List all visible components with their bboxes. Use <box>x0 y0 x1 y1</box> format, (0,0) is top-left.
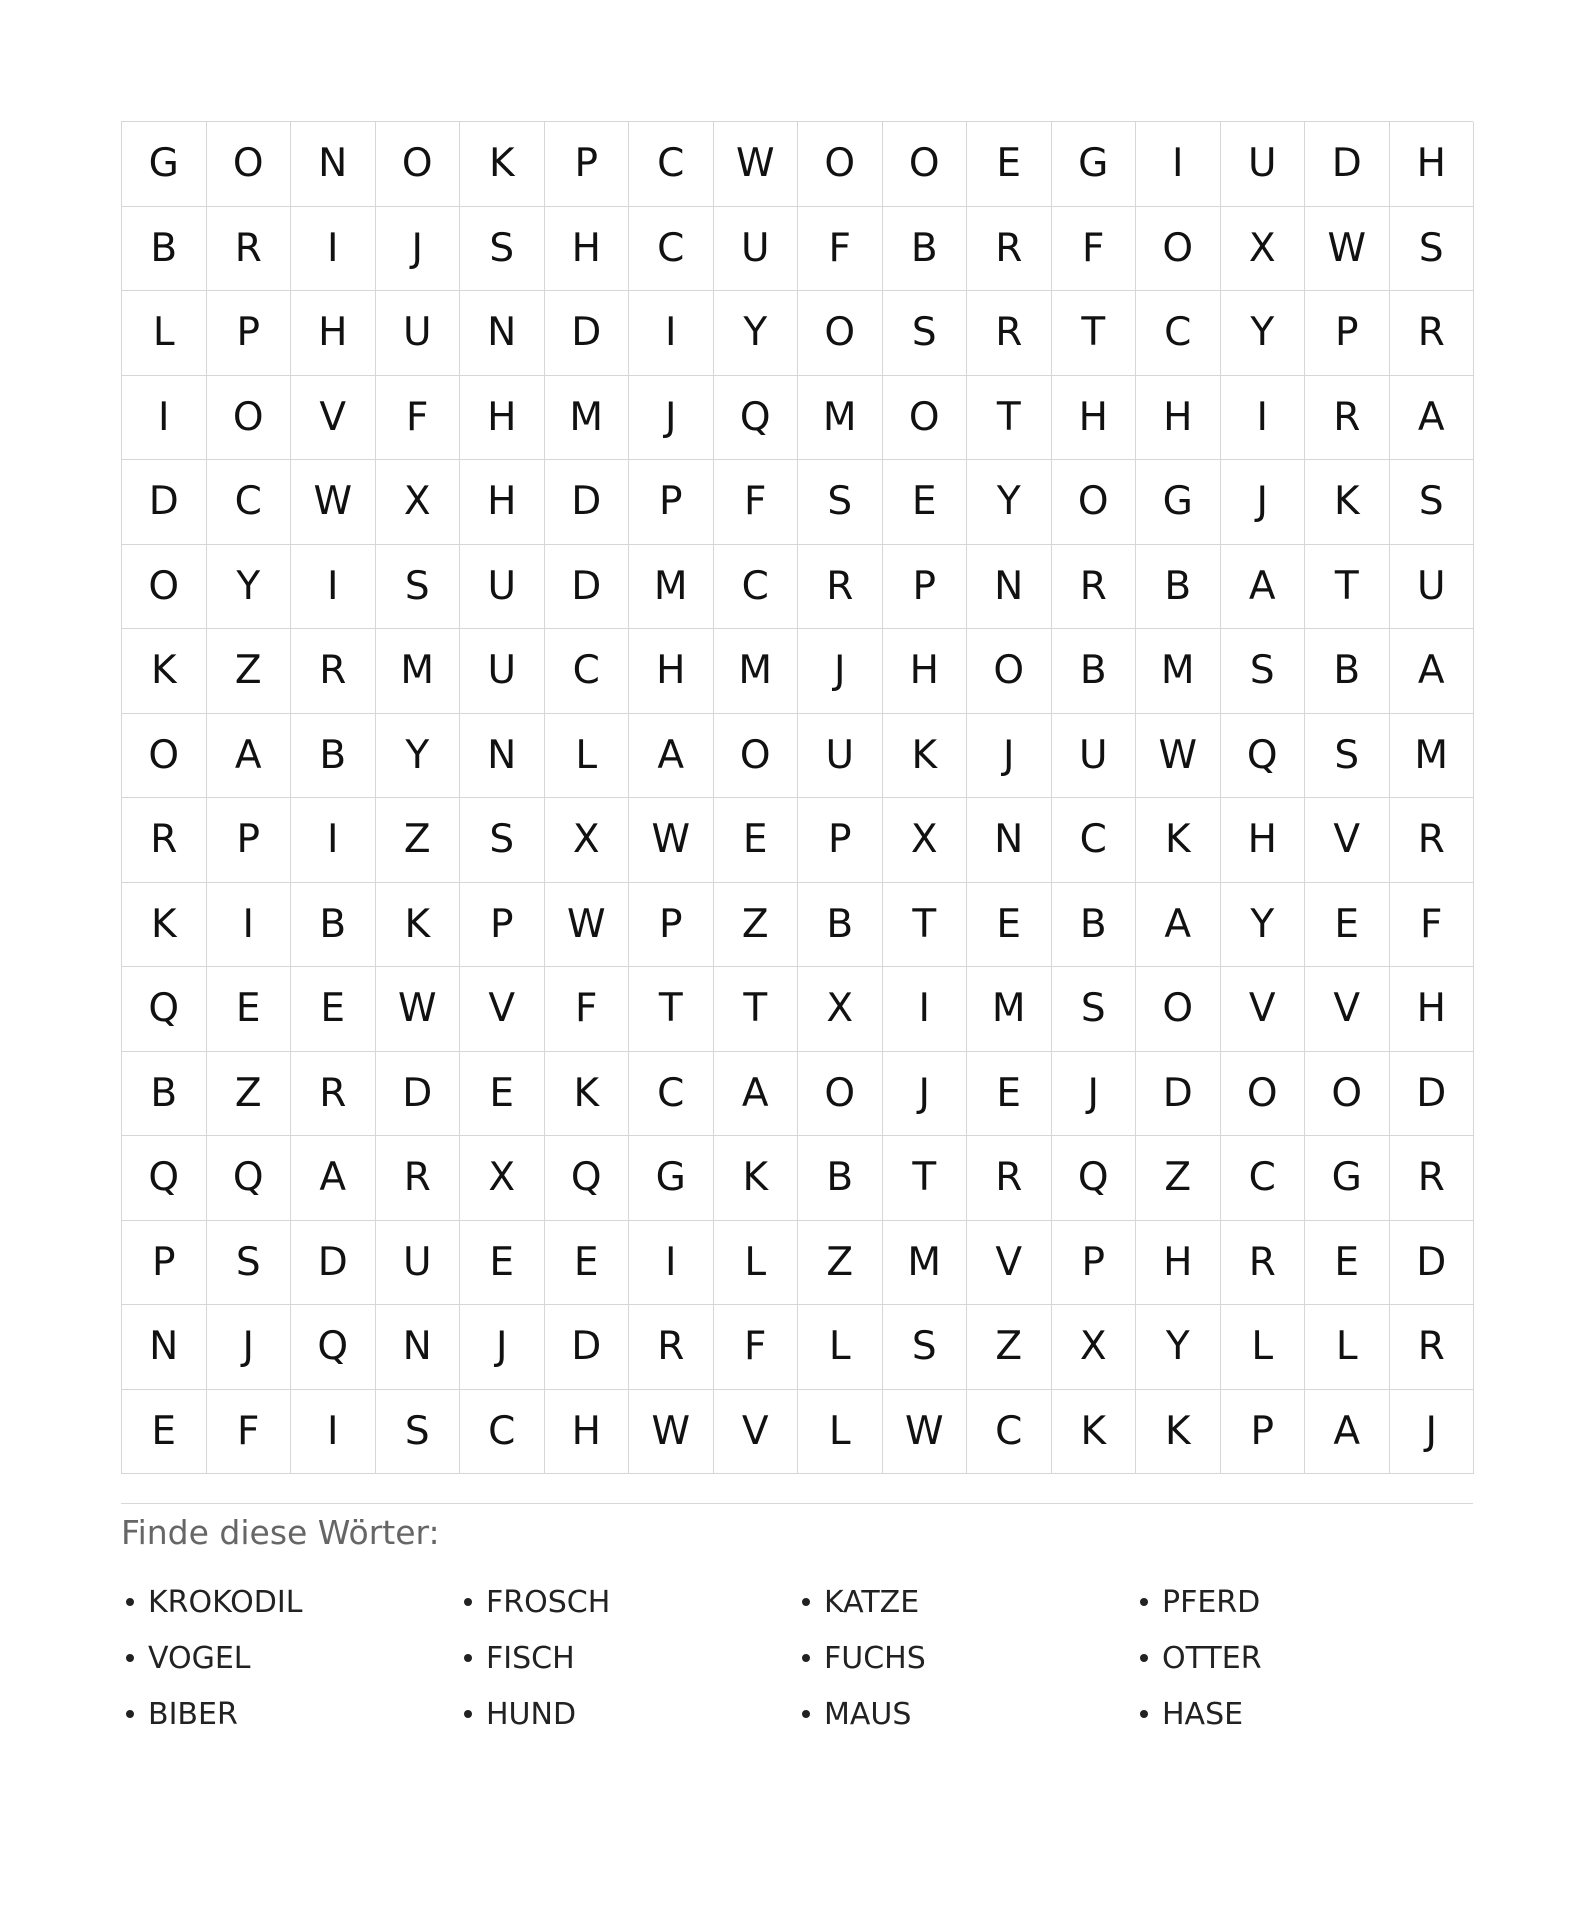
grid-cell[interactable]: G <box>1305 1136 1390 1221</box>
grid-cell[interactable]: R <box>629 1305 714 1390</box>
grid-cell[interactable]: D <box>1136 1052 1221 1137</box>
grid-cell[interactable]: E <box>714 798 799 883</box>
word-list-item <box>459 1574 797 1630</box>
word-list-item <box>121 1574 459 1630</box>
grid-cell[interactable]: I <box>122 376 207 461</box>
grid-cell[interactable]: D <box>376 1052 461 1137</box>
grid-cell[interactable]: U <box>798 714 883 799</box>
grid-cell[interactable]: H <box>1390 122 1475 207</box>
grid-cell[interactable]: H <box>1390 967 1475 1052</box>
grid-cell[interactable]: K <box>1052 1390 1137 1475</box>
bullet-icon <box>1140 1598 1148 1606</box>
grid-cell[interactable]: I <box>291 545 376 630</box>
word-search-puzzle <box>121 121 1473 1742</box>
grid-cell[interactable]: M <box>376 629 461 714</box>
grid-cell[interactable]: N <box>967 545 1052 630</box>
word-list-item <box>459 1630 797 1686</box>
grid-cell[interactable]: C <box>1052 798 1137 883</box>
grid-cell[interactable]: X <box>883 798 968 883</box>
grid-cell[interactable]: S <box>460 207 545 292</box>
word-list-item <box>459 1686 797 1742</box>
word-label: KATZE <box>824 1584 920 1620</box>
grid-cell[interactable]: B <box>1052 629 1137 714</box>
grid-cell[interactable]: B <box>883 207 968 292</box>
grid-cell[interactable]: J <box>1390 1390 1475 1475</box>
grid-cell[interactable]: B <box>798 883 883 968</box>
word-label: FISCH <box>486 1640 575 1676</box>
word-list-item <box>121 1686 459 1742</box>
grid-cell[interactable]: R <box>967 1136 1052 1221</box>
word-label: FUCHS <box>824 1640 926 1676</box>
grid-cell[interactable]: T <box>629 967 714 1052</box>
grid-cell[interactable]: P <box>629 883 714 968</box>
grid-cell[interactable]: E <box>460 1221 545 1306</box>
grid-cell[interactable]: V <box>967 1221 1052 1306</box>
grid-cell[interactable]: K <box>122 629 207 714</box>
grid-cell[interactable]: J <box>629 376 714 461</box>
grid-cell[interactable]: C <box>967 1390 1052 1475</box>
grid-cell[interactable]: B <box>291 883 376 968</box>
grid-cell[interactable]: Q <box>1052 1136 1137 1221</box>
grid-cell[interactable]: I <box>629 291 714 376</box>
grid-cell[interactable]: U <box>1221 122 1306 207</box>
grid-cell[interactable]: T <box>883 1136 968 1221</box>
grid-cell[interactable]: X <box>460 1136 545 1221</box>
grid-cell[interactable]: O <box>798 291 883 376</box>
grid-cell[interactable]: O <box>798 1052 883 1137</box>
grid-cell[interactable]: R <box>967 207 1052 292</box>
grid-cell[interactable]: G <box>629 1136 714 1221</box>
grid-cell[interactable]: K <box>376 883 461 968</box>
grid-cell[interactable]: R <box>798 545 883 630</box>
grid-cell[interactable]: R <box>291 1052 376 1137</box>
grid-cell[interactable]: D <box>291 1221 376 1306</box>
grid-cell[interactable]: F <box>714 1305 799 1390</box>
grid-cell[interactable]: A <box>714 1052 799 1137</box>
word-label: HUND <box>486 1696 577 1732</box>
grid-cell[interactable]: Q <box>1221 714 1306 799</box>
grid-cell[interactable]: Z <box>376 798 461 883</box>
grid-cell[interactable]: R <box>207 207 292 292</box>
grid-cell[interactable]: O <box>714 714 799 799</box>
grid-cell[interactable]: F <box>207 1390 292 1475</box>
grid-cell[interactable]: O <box>207 122 292 207</box>
grid-cell[interactable]: V <box>1305 967 1390 1052</box>
grid-cell[interactable]: O <box>1305 1052 1390 1137</box>
grid-cell[interactable]: W <box>714 122 799 207</box>
grid-cell[interactable]: H <box>460 460 545 545</box>
grid-cell[interactable]: U <box>460 629 545 714</box>
word-list-prompt: Finde diese Wörter: <box>121 1513 440 1552</box>
grid-cell[interactable]: P <box>207 291 292 376</box>
grid-cell[interactable]: L <box>1221 1305 1306 1390</box>
word-list-item <box>1135 1630 1473 1686</box>
grid-cell[interactable]: M <box>967 967 1052 1052</box>
grid-cell[interactable]: D <box>122 460 207 545</box>
grid-cell[interactable]: O <box>1136 207 1221 292</box>
grid-cell[interactable]: Y <box>1221 291 1306 376</box>
grid-cell[interactable]: E <box>1305 1221 1390 1306</box>
grid-cell[interactable]: W <box>1305 207 1390 292</box>
grid-cell[interactable]: R <box>967 291 1052 376</box>
word-label: KROKODIL <box>148 1584 303 1620</box>
word-label: FROSCH <box>486 1584 611 1620</box>
grid-cell[interactable]: B <box>1052 883 1137 968</box>
grid-cell[interactable]: K <box>1305 460 1390 545</box>
grid-cell[interactable]: I <box>291 207 376 292</box>
grid-cell[interactable]: W <box>1136 714 1221 799</box>
grid-cell[interactable]: N <box>460 714 545 799</box>
grid-cell[interactable]: C <box>1136 291 1221 376</box>
word-list-item <box>1135 1686 1473 1742</box>
word-list-item <box>797 1630 1135 1686</box>
grid-cell[interactable]: C <box>629 122 714 207</box>
grid-cell[interactable]: W <box>883 1390 968 1475</box>
grid-cell[interactable]: T <box>967 376 1052 461</box>
grid-cell[interactable]: C <box>629 1052 714 1137</box>
grid-cell[interactable]: E <box>883 460 968 545</box>
grid-cell[interactable]: Y <box>1136 1305 1221 1390</box>
grid-cell[interactable]: S <box>1221 629 1306 714</box>
grid-cell[interactable]: H <box>545 1390 630 1475</box>
grid-cell[interactable]: I <box>1136 122 1221 207</box>
grid-cell[interactable]: Y <box>1221 883 1306 968</box>
grid-cell[interactable]: I <box>291 798 376 883</box>
grid-cell[interactable]: I <box>291 1390 376 1475</box>
grid-cell[interactable]: R <box>1390 798 1475 883</box>
grid-cell[interactable]: Q <box>291 1305 376 1390</box>
grid-cell[interactable]: L <box>545 714 630 799</box>
grid-cell[interactable]: C <box>629 207 714 292</box>
grid-cell[interactable]: L <box>714 1221 799 1306</box>
grid-cell[interactable]: O <box>1052 460 1137 545</box>
grid-cell[interactable]: N <box>122 1305 207 1390</box>
grid-cell[interactable]: H <box>460 376 545 461</box>
grid-cell[interactable]: L <box>122 291 207 376</box>
grid-cell[interactable]: S <box>376 1390 461 1475</box>
divider <box>121 1503 1473 1504</box>
grid-cell[interactable]: K <box>883 714 968 799</box>
word-label: PFERD <box>1162 1584 1261 1620</box>
grid-cell[interactable]: I <box>1221 376 1306 461</box>
word-list-item <box>797 1686 1135 1742</box>
grid-cell[interactable]: Z <box>207 629 292 714</box>
grid-cell[interactable]: E <box>967 1052 1052 1137</box>
grid-cell[interactable]: A <box>629 714 714 799</box>
grid-cell[interactable]: S <box>207 1221 292 1306</box>
grid-cell[interactable]: J <box>798 629 883 714</box>
grid-cell[interactable]: X <box>1052 1305 1137 1390</box>
grid-cell[interactable]: O <box>1136 967 1221 1052</box>
grid-cell[interactable]: J <box>460 1305 545 1390</box>
grid-cell[interactable]: R <box>1390 1305 1475 1390</box>
grid-cell[interactable]: T <box>714 967 799 1052</box>
grid-cell[interactable]: E <box>122 1390 207 1475</box>
grid-cell[interactable]: U <box>376 291 461 376</box>
grid-cell[interactable]: R <box>1305 376 1390 461</box>
bullet-icon <box>126 1598 134 1606</box>
grid-cell[interactable]: U <box>1390 545 1475 630</box>
grid-cell[interactable]: N <box>460 291 545 376</box>
grid-cell[interactable]: M <box>545 376 630 461</box>
grid-cell[interactable]: U <box>376 1221 461 1306</box>
grid-cell[interactable]: X <box>545 798 630 883</box>
grid-cell[interactable]: P <box>545 122 630 207</box>
grid-cell[interactable]: H <box>1052 376 1137 461</box>
grid-cell[interactable]: E <box>545 1221 630 1306</box>
grid-cell[interactable]: B <box>122 207 207 292</box>
grid-cell[interactable]: H <box>629 629 714 714</box>
grid-cell[interactable]: S <box>883 291 968 376</box>
grid-cell[interactable]: Z <box>207 1052 292 1137</box>
word-label: VOGEL <box>148 1640 251 1676</box>
grid-cell[interactable]: D <box>545 1305 630 1390</box>
grid-cell[interactable]: N <box>967 798 1052 883</box>
bullet-icon <box>802 1654 810 1662</box>
grid-cell[interactable]: I <box>883 967 968 1052</box>
grid-cell[interactable]: X <box>1221 207 1306 292</box>
grid-cell[interactable]: W <box>629 798 714 883</box>
grid-cell[interactable]: M <box>1390 714 1475 799</box>
grid-cell[interactable]: O <box>883 122 968 207</box>
grid-cell[interactable]: S <box>1390 460 1475 545</box>
grid-cell[interactable]: O <box>207 376 292 461</box>
grid-cell[interactable]: S <box>1390 207 1475 292</box>
grid-cell[interactable]: D <box>545 460 630 545</box>
grid-cell[interactable]: U <box>714 207 799 292</box>
word-label: HASE <box>1162 1696 1244 1732</box>
grid-cell[interactable]: H <box>1221 798 1306 883</box>
grid-cell[interactable]: J <box>207 1305 292 1390</box>
grid-cell[interactable]: O <box>798 122 883 207</box>
grid-cell[interactable]: S <box>798 460 883 545</box>
word-label: OTTER <box>1162 1640 1262 1676</box>
grid-cell[interactable]: V <box>714 1390 799 1475</box>
grid-cell[interactable]: U <box>460 545 545 630</box>
grid-cell[interactable]: S <box>460 798 545 883</box>
grid-cell[interactable]: C <box>207 460 292 545</box>
grid-cell[interactable]: B <box>122 1052 207 1137</box>
grid-cell[interactable]: F <box>714 460 799 545</box>
grid-cell[interactable]: P <box>629 460 714 545</box>
grid-cell[interactable]: R <box>122 798 207 883</box>
bullet-icon <box>464 1654 472 1662</box>
grid-cell[interactable]: J <box>967 714 1052 799</box>
grid-cell[interactable]: B <box>1305 629 1390 714</box>
grid-cell[interactable]: O <box>967 629 1052 714</box>
grid-cell[interactable]: V <box>1305 798 1390 883</box>
grid-cell[interactable]: E <box>207 967 292 1052</box>
word-list-item <box>1135 1574 1473 1630</box>
grid-cell[interactable]: F <box>545 967 630 1052</box>
grid-cell[interactable]: D <box>545 545 630 630</box>
grid-cell[interactable]: H <box>883 629 968 714</box>
grid-cell[interactable]: N <box>291 122 376 207</box>
grid-cell[interactable]: R <box>1390 1136 1475 1221</box>
grid-cell[interactable]: N <box>376 1305 461 1390</box>
grid-cell[interactable]: L <box>798 1390 883 1475</box>
grid-cell[interactable]: E <box>460 1052 545 1137</box>
grid-cell[interactable]: O <box>122 545 207 630</box>
grid-cell[interactable]: Q <box>122 967 207 1052</box>
grid-cell[interactable]: K <box>545 1052 630 1137</box>
grid-cell[interactable]: H <box>1136 376 1221 461</box>
grid-cell[interactable]: Q <box>207 1136 292 1221</box>
grid-cell[interactable]: Z <box>714 883 799 968</box>
grid-cell[interactable]: S <box>1305 714 1390 799</box>
grid-cell[interactable]: K <box>1136 1390 1221 1475</box>
grid-cell[interactable]: C <box>1221 1136 1306 1221</box>
grid-cell[interactable]: T <box>1052 291 1137 376</box>
grid-cell[interactable]: S <box>883 1305 968 1390</box>
grid-cell[interactable]: P <box>798 798 883 883</box>
bullet-icon <box>464 1710 472 1718</box>
grid-cell[interactable]: K <box>1136 798 1221 883</box>
bullet-icon <box>464 1598 472 1606</box>
grid-cell[interactable]: D <box>545 291 630 376</box>
grid-cell[interactable]: X <box>376 460 461 545</box>
grid-cell[interactable]: C <box>714 545 799 630</box>
grid-cell[interactable]: B <box>798 1136 883 1221</box>
grid-cell[interactable]: O <box>122 714 207 799</box>
grid-cell[interactable]: P <box>883 545 968 630</box>
bullet-icon <box>126 1710 134 1718</box>
grid-cell[interactable]: Y <box>967 460 1052 545</box>
grid-cell[interactable]: A <box>207 714 292 799</box>
grid-cell[interactable]: T <box>1305 545 1390 630</box>
word-label: MAUS <box>824 1696 912 1732</box>
word-list-item <box>797 1574 1135 1630</box>
grid-cell[interactable]: M <box>714 629 799 714</box>
grid-cell[interactable]: R <box>1390 291 1475 376</box>
grid-cell[interactable]: M <box>629 545 714 630</box>
bullet-icon <box>126 1654 134 1662</box>
grid-cell[interactable]: Y <box>376 714 461 799</box>
grid-cell[interactable]: P <box>207 798 292 883</box>
grid-cell[interactable]: P <box>1221 1390 1306 1475</box>
grid-cell[interactable]: Q <box>545 1136 630 1221</box>
grid-cell[interactable]: O <box>883 376 968 461</box>
letter-grid <box>121 121 1473 1474</box>
word-list-item <box>121 1630 459 1686</box>
grid-cell[interactable]: K <box>460 122 545 207</box>
grid-cell[interactable]: J <box>1221 460 1306 545</box>
grid-cell[interactable]: R <box>376 1136 461 1221</box>
grid-cell[interactable]: J <box>883 1052 968 1137</box>
grid-cell[interactable]: W <box>376 967 461 1052</box>
grid-cell[interactable]: S <box>376 545 461 630</box>
grid-cell[interactable]: W <box>291 460 376 545</box>
grid-cell[interactable]: R <box>291 629 376 714</box>
grid-cell[interactable]: Y <box>207 545 292 630</box>
grid-cell[interactable]: C <box>545 629 630 714</box>
grid-cell[interactable]: Q <box>714 376 799 461</box>
grid-cell[interactable]: Z <box>798 1221 883 1306</box>
grid-cell[interactable]: H <box>1136 1221 1221 1306</box>
grid-cell[interactable]: R <box>1221 1221 1306 1306</box>
grid-cell[interactable]: D <box>1305 122 1390 207</box>
grid-cell[interactable]: H <box>291 291 376 376</box>
grid-cell[interactable]: G <box>1052 122 1137 207</box>
grid-cell[interactable]: E <box>291 967 376 1052</box>
grid-cell[interactable]: H <box>545 207 630 292</box>
grid-cell[interactable]: Q <box>122 1136 207 1221</box>
grid-cell[interactable]: F <box>1390 883 1475 968</box>
grid-cell[interactable]: E <box>1305 883 1390 968</box>
grid-cell[interactable]: P <box>1052 1221 1137 1306</box>
grid-cell[interactable]: A <box>1136 883 1221 968</box>
grid-cell[interactable]: O <box>376 122 461 207</box>
grid-cell[interactable]: W <box>545 883 630 968</box>
grid-cell[interactable]: V <box>291 376 376 461</box>
grid-cell[interactable]: G <box>1136 460 1221 545</box>
grid-cell[interactable]: I <box>629 1221 714 1306</box>
word-label: BIBER <box>148 1696 238 1732</box>
grid-cell[interactable]: J <box>376 207 461 292</box>
grid-cell[interactable]: A <box>1221 545 1306 630</box>
grid-cell[interactable]: I <box>207 883 292 968</box>
grid-cell[interactable]: D <box>1390 1052 1475 1137</box>
grid-cell[interactable]: M <box>798 376 883 461</box>
grid-cell[interactable]: U <box>1052 714 1137 799</box>
grid-cell[interactable]: J <box>1052 1052 1137 1137</box>
grid-cell[interactable]: F <box>1052 207 1137 292</box>
grid-cell[interactable]: F <box>798 207 883 292</box>
grid-cell[interactable]: C <box>460 1390 545 1475</box>
word-list <box>121 1574 1473 1742</box>
grid-cell[interactable]: D <box>1390 1221 1475 1306</box>
grid-cell[interactable]: L <box>1305 1305 1390 1390</box>
grid-cell[interactable]: M <box>1136 629 1221 714</box>
grid-cell[interactable]: F <box>376 376 461 461</box>
grid-cell[interactable]: W <box>629 1390 714 1475</box>
grid-cell[interactable]: Y <box>714 291 799 376</box>
bullet-icon <box>1140 1654 1148 1662</box>
grid-cell[interactable]: Z <box>1136 1136 1221 1221</box>
grid-cell[interactable]: A <box>1390 376 1475 461</box>
grid-cell[interactable]: Z <box>967 1305 1052 1390</box>
grid-cell[interactable]: M <box>883 1221 968 1306</box>
grid-cell[interactable]: P <box>460 883 545 968</box>
grid-cell[interactable]: A <box>291 1136 376 1221</box>
grid-cell[interactable]: E <box>967 883 1052 968</box>
grid-cell[interactable]: G <box>122 122 207 207</box>
grid-cell[interactable]: B <box>291 714 376 799</box>
grid-cell[interactable]: K <box>122 883 207 968</box>
grid-cell[interactable]: L <box>798 1305 883 1390</box>
bullet-icon <box>1140 1710 1148 1718</box>
grid-cell[interactable]: V <box>460 967 545 1052</box>
grid-cell[interactable]: T <box>883 883 968 968</box>
bullet-icon <box>802 1710 810 1718</box>
grid-cell[interactable]: O <box>1221 1052 1306 1137</box>
grid-cell[interactable]: P <box>122 1221 207 1306</box>
grid-cell[interactable]: S <box>1052 967 1137 1052</box>
grid-cell[interactable]: X <box>798 967 883 1052</box>
grid-cell[interactable]: R <box>1052 545 1137 630</box>
grid-cell[interactable]: A <box>1305 1390 1390 1475</box>
grid-cell[interactable]: K <box>714 1136 799 1221</box>
grid-cell[interactable]: B <box>1136 545 1221 630</box>
grid-cell[interactable]: A <box>1390 629 1475 714</box>
bullet-icon <box>802 1598 810 1606</box>
grid-cell[interactable]: P <box>1305 291 1390 376</box>
grid-cell[interactable]: V <box>1221 967 1306 1052</box>
grid-cell[interactable]: E <box>967 122 1052 207</box>
